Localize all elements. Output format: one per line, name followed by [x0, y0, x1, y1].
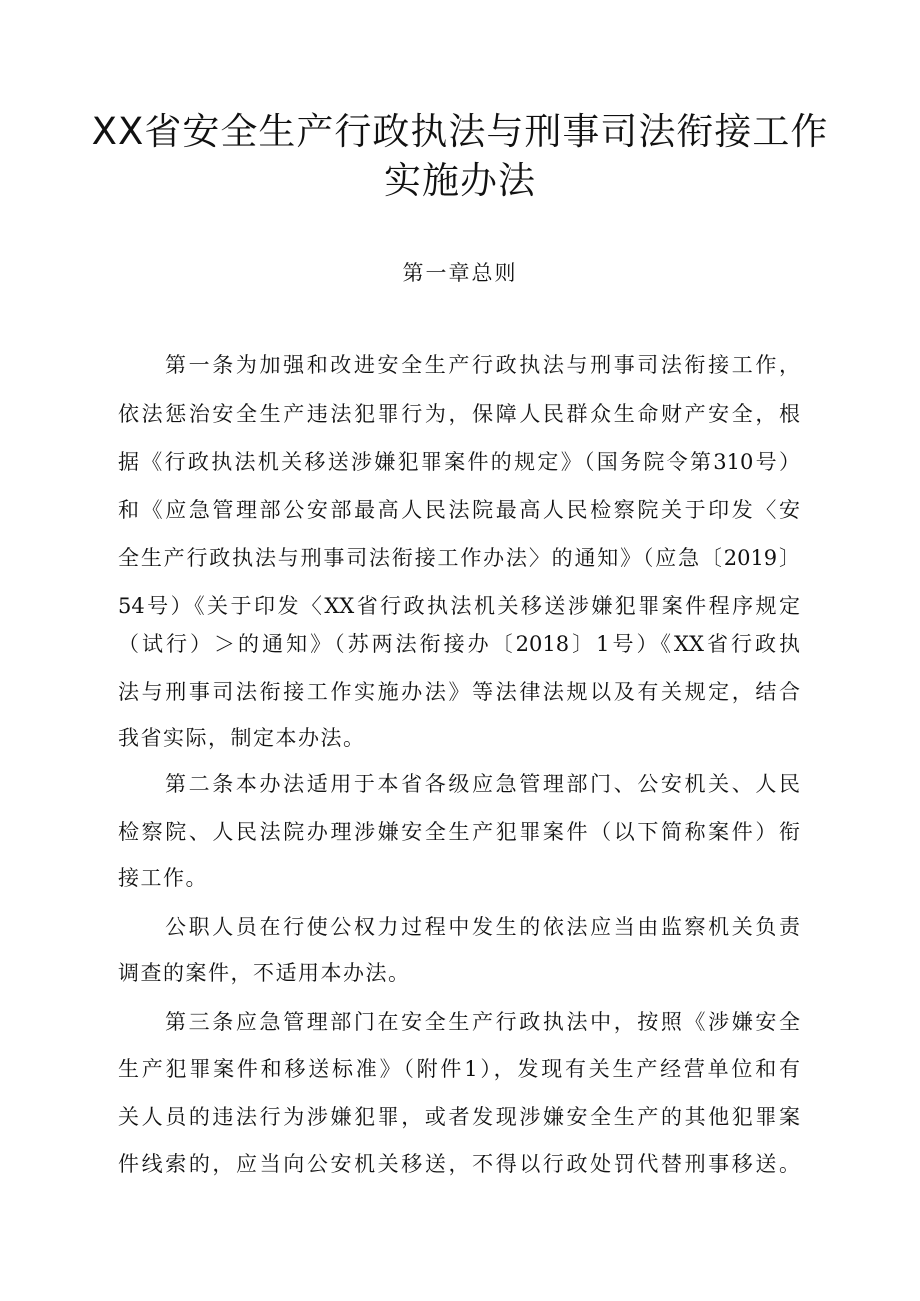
- paragraph-line: 关人员的违法行为涉嫌犯罪，或者发现涉嫌安全生产的其他犯罪案: [118, 1105, 800, 1129]
- paragraph-line: 第二条本办法适用于本省各级应急管理部门、公安机关、人民: [165, 772, 800, 796]
- paragraph-line: 调查的案件，不适用本办法。: [118, 961, 411, 985]
- paragraph-line: 公职人员在行使公权力过程中发生的依法应当由监察机关负责: [165, 915, 800, 939]
- paragraph-line: 和《应急管理部公安部最高人民法院最高人民检察院关于印发〈安: [118, 498, 800, 522]
- paragraph-line: 件线索的，应当向公安机关移送，不得以行政处罚代替刑事移送。: [118, 1152, 800, 1176]
- paragraph-line: 依法惩治安全生产违法犯罪行为，保障人民群众生命财产安全，根: [118, 402, 800, 426]
- paragraph-line: 第一条为加强和改进安全生产行政执法与刑事司法衔接工作，: [165, 353, 800, 377]
- chapter-heading: 第一章总则: [402, 261, 518, 285]
- document-title-line-2: 实施办法: [384, 159, 536, 202]
- document-title-line-1: XX省安全生产行政执法与刑事司法衔接工作: [91, 110, 829, 153]
- paragraph-line: （试行）＞的通知》（苏两法衔接办〔2018〕1号）《XX省行政执: [118, 632, 800, 656]
- paragraph-line: 第三条应急管理部门在安全生产行政执法中，按照《涉嫌安全: [165, 1010, 800, 1034]
- paragraph-line: 法与刑事司法衔接工作实施办法》等法律法规以及有关规定，结合: [118, 680, 800, 704]
- paragraph-line: 54号）《关于印发〈XX省行政执法机关移送涉嫌犯罪案件程序规定: [118, 594, 800, 618]
- paragraph-line: 全生产行政执法与刑事司法衔接工作办法〉的通知》（应急〔2019〕: [118, 546, 800, 570]
- paragraph-line: 据《行政执法机关移送涉嫌犯罪案件的规定》（国务院令第310号）: [118, 450, 800, 474]
- paragraph-line: 接工作。: [118, 866, 208, 890]
- paragraph-line: 检察院、人民法院办理涉嫌安全生产犯罪案件（以下简称案件）衔: [118, 820, 800, 844]
- paragraph-line: 生产犯罪案件和移送标准》（附件1），发现有关生产经营单位和有: [118, 1057, 800, 1081]
- paragraph-line: 我省实际，制定本办法。: [118, 726, 366, 750]
